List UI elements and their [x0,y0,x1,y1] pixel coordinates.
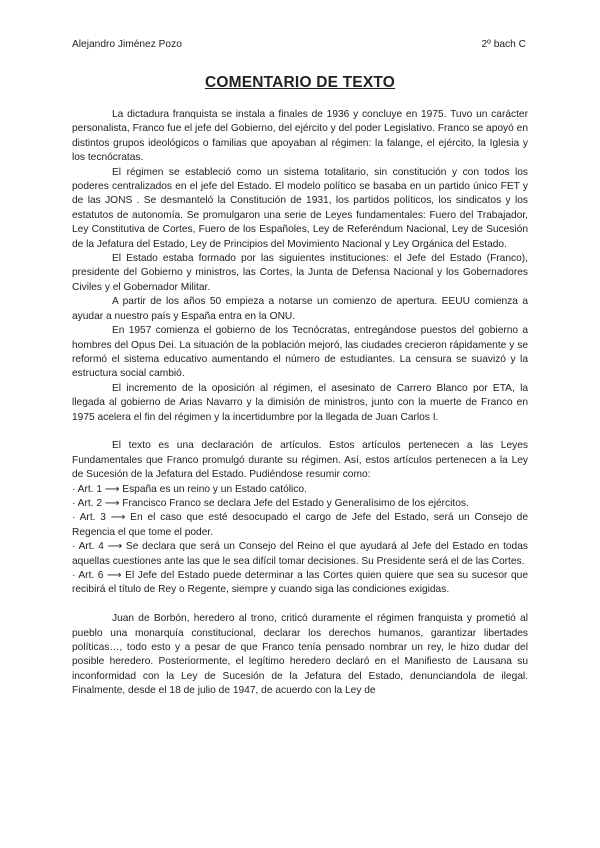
author-name: Alejandro Jiménez Pozo [72,39,182,50]
paragraph: A partir de los años 50 empieza a notarse un comienzo de apertura. EEUU comienza a ayudar a nuestro país y España entra en la ONU. [72,296,528,322]
paragraph: El incremento de la oposición al régimen, el asesinato de Carrero Blanco por ETA, la llegada al gobierno de Arias Navarro y la dimisión de ministros, junto con la muerte de Franco en 1975 acelera el fin del régimen y la incertidumbre por la llegada de Juan Carlos I. [72,382,528,423]
paragraph: La dictadura franquista se instala a finales de 1936 y concluye en 1975. Tuvo un carácter personalista, Franco fue el jefe del Gobierno, del ejército y del poder Legislativo. Franco se apoyó en distintos grupos ideológicos o familias que apoyaban al régimen: la falange, el ejército, la Iglesia y los tecnócratas. [72,109,528,164]
paragraph: El texto es una declaración de artículos. Estos artículos pertenecen a las Leyes Fundamentales que Franco promulgó durante su régimen. Así, estos artículos pertenecen a la Ley de Sucesión de la Jefatura del Estado. Pudiéndose resumir como: [72,440,528,481]
article-item: · Art. 3 ⟶ En el caso que esté desocupado el cargo de Jefe del Estado, será un Consejo de Regencia el que tome el poder. [72,512,528,538]
paragraph-gap [72,598,528,612]
article-item: · Art. 1 ⟶ España es un reino y un Estado católico. [72,483,307,495]
document-body [72,108,528,699]
paragraph-gap [72,425,528,439]
article-item: · Art. 4 ⟶ Se declara que será un Consejo del Reino el que ayudará al Jefe del Estado en todas aquellas cuestiones ante las que le sea difícil tomar decisiones. Su Presidente será el de las Cortes. [72,541,528,567]
article-item: · Art. 6 ⟶ El Jefe del Estado puede determinar a las Cortes quien quiere que sea su sucesor que recibirá el título de Rey o Regente, siempre y cuando siga las condiciones exigidas. [72,569,528,596]
article-item: · Art. 2 ⟶ Francisco Franco se declara Jefe del Estado y Generalísimo de los ejércitos. [72,497,469,509]
page-header [72,38,528,51]
document-title: COMENTARIO DE TEXTO [204,74,396,91]
course-label: 2º bach C [481,39,526,50]
paragraph: El Estado estaba formado por las siguientes instituciones: el Jefe del Estado (Franco), presidente del Gobierno y ministros, las Cortes, la Junta de Defensa Nacional y los Gobernadores Civiles y el Gobernador Militar. [72,253,528,293]
paragraph: Juan de Borbón, heredero al trono, criticó duramente el régimen franquista y prometió al pueblo una monarquía constitucional, declarar los derechos humanos, garantizar libertades políticas…, todo esto y a pesar de que Franco tenía pensado nombrar un rey, le hizo dudar del posible heredero. Posteriormente, el legítimo heredero declaró en el Manifiesto de Lausana su inconformidad con la Ley de Sucesión de la Jefatura del Estado, denunciandola de ilegal. Finalmente, desde el 18 de julio de 1947, de acuerdo con la Ley de [72,613,528,697]
paragraph: El régimen se estableció como un sistema totalitario, sin constitución y con todos los poderes centralizados en el jefe del Estado. El modelo político se basaba en un partido único FET y de las JONS . Se desmanteló la Constitución de 1931, los partidos políticos, los sindicatos y los estatutos de autonomía. Se promulgaron una serie de Leyes fundamentales: Fuero del Trabajador, Ley Constitutiva de Cortes, Fuero de los Españoles, Ley de Referéndum Nacional, Ley de Sucesión de la Jefatura del Estado, Ley de Principios del Movimiento Nacional y Ley Orgánica del Estado. [72,166,528,250]
paragraph: En 1957 comienza el gobierno de los Tecnócratas, entregándose puestos del gobierno a hombres del Opus Dei. La situación de la población mejoró, las ciudades crecieron rápidamente y se reformó el sistema educativo aumentando el número de estudiantes. La censura se suavizó y la estructura social cambió. [72,325,528,380]
